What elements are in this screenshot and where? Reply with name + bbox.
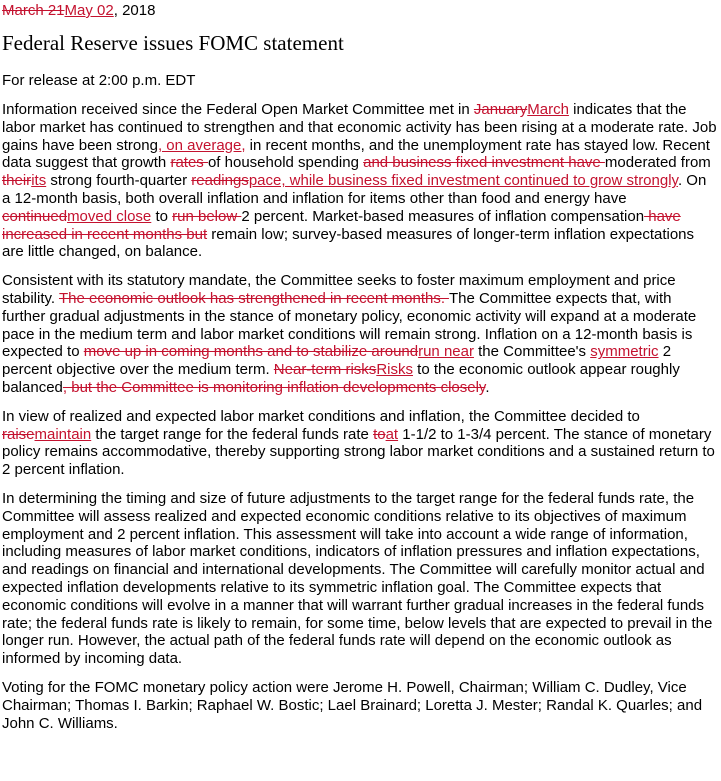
deleted-text: , but the Committee is monitoring inflation developments closely xyxy=(62,378,486,396)
statement-paragraph xyxy=(2,408,717,479)
paragraph-text: 1-1/2 to 1-3/4 percent. The stance of monetary policy remains accommodative, thereby supporting strong labor market conditions and a sustained return to 2 percent inflation. xyxy=(2,425,715,479)
statement-paragraph xyxy=(2,101,717,261)
deleted-text: their xyxy=(2,172,32,190)
paragraph-text: of household spending xyxy=(207,154,364,172)
paragraph-text: . On a 12-month basis, both overall inflation and inflation for items other than food and energy have xyxy=(2,172,707,207)
date-deleted: March 21 xyxy=(2,2,65,19)
deleted-text: readings xyxy=(191,172,249,190)
inserted-text: moved close xyxy=(67,207,152,225)
paragraph-text: the target range for the federal funds rate xyxy=(91,425,374,443)
statement-paragraph xyxy=(2,272,717,397)
inserted-text: maintain xyxy=(34,425,92,443)
inserted-text: its xyxy=(31,172,47,190)
inserted-text: Risks xyxy=(376,361,413,379)
release-time: For release at 2:00 p.m. EDT xyxy=(2,72,196,89)
deleted-text: have increased in recent months but xyxy=(2,207,681,243)
deleted-text: continued xyxy=(2,207,68,225)
deleted-text: run below xyxy=(172,207,242,225)
deleted-text: to xyxy=(373,425,386,443)
deleted-text: January xyxy=(473,101,528,118)
date-inserted: May 02 xyxy=(64,2,114,19)
inserted-text: run near xyxy=(418,343,474,361)
paragraph-text: in recent months, and the unemployment rate has stayed low. Recent data suggest that growth xyxy=(2,136,710,172)
statement-body xyxy=(2,101,717,732)
paragraph-text: Consistent with its statutory mandate, the Committee seeks to foster maximum employment and price stability. xyxy=(2,272,676,307)
deleted-text: Near-term risks xyxy=(273,361,377,379)
deleted-text: rates xyxy=(170,154,208,172)
paragraph-text: In determining the timing and size of future adjustments to the target range for the federal funds rate, the Committee will assess realized and expected economic conditions relative to its objectives of maximum employment and 2 percent inflation. This assessment will take into account a wide range of information, including measures of labor market conditions, indicators of inflation pressures and inflation expectations, and readings on financial and international developments. The Committee will carefully monitor actual and expected inflation developments relative to its symmetric inflation goal. The Committee expects that economic conditions will evolve in a manner that will warrant further gradual increases in the federal funds rate; the federal funds rate is likely to remain, for some time, below levels that are expected to prevail in the longer run. However, the actual path of the federal funds rate will depend on the economic outlook as informed by incoming data. xyxy=(2,489,713,668)
paragraph-text: to xyxy=(151,207,173,225)
page-title: Federal Reserve issues FOMC statement xyxy=(2,31,344,55)
paragraph-text: moderated from xyxy=(604,154,711,172)
deleted-text: move up in coming months and to stabilize around xyxy=(83,343,419,361)
date-year: , 2018 xyxy=(113,2,156,19)
paragraph-text: strong fourth-quarter xyxy=(46,172,192,190)
paragraph-text: 2 percent objective over the medium term. xyxy=(2,343,672,379)
paragraph-text: . xyxy=(485,378,490,396)
deleted-text: raise xyxy=(2,425,35,443)
paragraph-text: the Committee's xyxy=(473,343,591,361)
paragraph-text: remain low; survey-based measures of longer-term inflation expectations are little changed, on balance. xyxy=(2,225,695,261)
paragraph-text: Information received since the Federal Open Market Committee met in xyxy=(2,101,474,118)
inserted-text: pace, while business fixed investment continued to grow strongly xyxy=(248,172,678,190)
paragraph-text: In view of realized and expected labor market conditions and inflation, the Committee decided to xyxy=(2,407,640,425)
statement-paragraph xyxy=(2,490,717,668)
inserted-text: , on average, xyxy=(157,136,246,154)
paragraph-text: The Committee expects that, with further gradual adjustments in the stance of monetary policy, economic activity will expand at a moderate pace in the medium term and labor market conditions will remain strong. Inflation on a 12-month basis is expected to xyxy=(2,289,697,361)
paragraph-text: 2 percent. Market-based measures of inflation compensation xyxy=(241,207,645,225)
statement-paragraph xyxy=(2,679,717,732)
deleted-text: and business fixed investment have xyxy=(363,154,605,172)
release-date xyxy=(2,0,717,21)
inserted-text: symmetric xyxy=(590,343,659,361)
inserted-text: March xyxy=(527,101,569,118)
inserted-text: at xyxy=(385,425,399,443)
paragraph-text: indicates that the labor market has continued to strengthen and that economic activity has been rising at a moderate rate. Job gains have been strong xyxy=(2,101,717,154)
paragraph-text: to the economic outlook appear roughly balanced xyxy=(2,361,680,396)
paragraph-text: Voting for the FOMC monetary policy action were Jerome H. Powell, Chairman; William C. Dudley, Vice Chairman; Thomas I. Barkin; Raphael W. Bostic; Lael Brainard; Loretta J. Mester; Randal K. Quarles; and John C. Williams. xyxy=(2,678,703,732)
deleted-text: The economic outlook has strengthened in recent months. xyxy=(58,289,449,307)
